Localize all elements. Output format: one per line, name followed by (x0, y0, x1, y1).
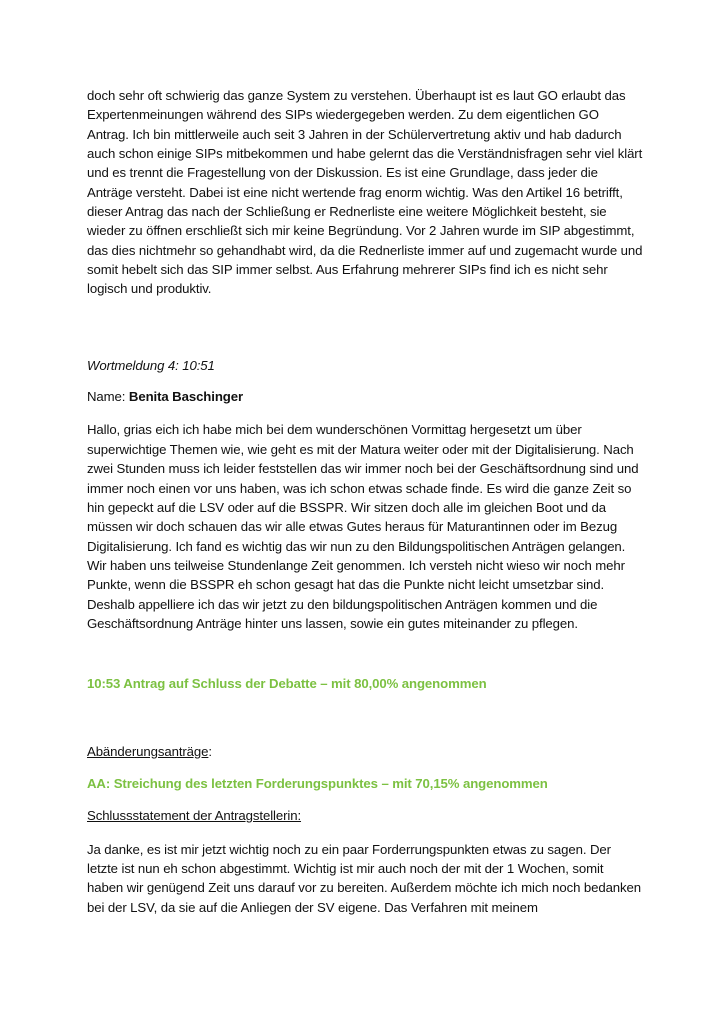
amendments-heading: Abänderungsanträge (87, 743, 209, 759)
speaker-name: Benita Baschinger (128, 389, 243, 405)
intro-paragraph: doch sehr oft schwierig das ganze System zu verstehen. Überhaupt ist es laut GO erlaubt das Expertenmeinungen während des SIPs wiedergegeben werden. Zu dem eigentlichen GO Antrag. Ich bin mittlerweile auch seit 3 Jahren in der Schülervertretung aktiv und hab dadurch auch schon einige SIPs mitbekommen und habe gelernt das die Verständnisfragen sehr viel klärt und es trennt die Fragestellung von der Diskussion. Es ist eine Grundlage, dass jeder die Anträge versteht. Dabei ist eine nicht wertende frag enorm wichtig. Was den Artikel 16 betrifft, dieser Antrag das nach der Schließung er Rednerliste eine weitere Möglichkeit besteht, sie wieder zu öffnen erschließt sich mir keine Begründung. Vor 2 Jahren wurde im SIP abgestimmt, das dies nichtmehr so gehandhabt wird, da die Rednerliste immer auf und zugemacht wurde und somit hebelt sich das SIP immer selbst. Aus Erfahrung mehrerer SIPs find ich es nicht sehr logisch und produktiv. (87, 88, 643, 297)
document-page (87, 86, 643, 917)
amendments-colon: : (208, 743, 212, 759)
closing-heading: Schlussstatement der Antragstellerin: (87, 808, 302, 824)
motion-result: 10:53 Antrag auf Schluss der Debatte – mit 80,00% angenommen (87, 676, 487, 692)
name-label: Name: (87, 389, 129, 405)
speech-heading: Wortmeldung 4: 10:51 (87, 357, 215, 373)
speech-paragraph: Hallo, grias eich ich habe mich bei dem wunderschönen Vormittag hergesetzt um über superwichtige Themen wie, wie geht es mit der Matura weiter oder mit der Digitalisierung. Nach zwei Stunden muss ich leider feststellen das wir immer noch bei der Geschäftsordnung sind und immer noch einen vor uns haben, was ich schon etwas schade finde. Es wird die ganze Zeit so hin gepeckt auf die LSV oder auf die BSSPR. Wir sitzen doch alle im gleichen Boot und da müssen wir doch schauen das wir alle etwas Gutes heraus für Maturantinnen oder im Bezug Digitalisierung. Ich fand es wichtig das wir nun zu den Bildungspolitischen Anträgen gelangen. Wir haben uns teilweise Stundenlange Zeit genommen. Ich versteh nicht wieso wir noch mehr Punkte, wenn die BSSPR eh schon gesagt hat das die Punkte nicht leicht umsetzbar sind. Deshalb appelliere ich das wir jetzt zu den bildungspolitischen Anträgen kommen und die Geschäftsordnung Anträge hinter uns lassen, sowie ein gutes miteinander zu pflegen. (87, 422, 639, 631)
amendments-heading-line (87, 742, 643, 761)
speaker-name-line (87, 387, 643, 406)
closing-paragraph: Ja danke, es ist mir jetzt wichtig noch zu ein paar Forderrungspunkten etwas zu sagen. Der letzte ist nun eh schon abgestimmt. Wichtig ist mir auch noch der mit der 1 Wochen, somit haben wir genügend Zeit uns darauf vor zu bereiten. Außerdem möchte ich mich noch bedanken bei der LSV, da sie auf die Anliegen der SV eigene. Das Verfahren mit meinem (87, 841, 642, 915)
amendment-item: AA: Streichung des letzten Forderungspunktes – mit 70,15% angenommen (87, 775, 548, 791)
